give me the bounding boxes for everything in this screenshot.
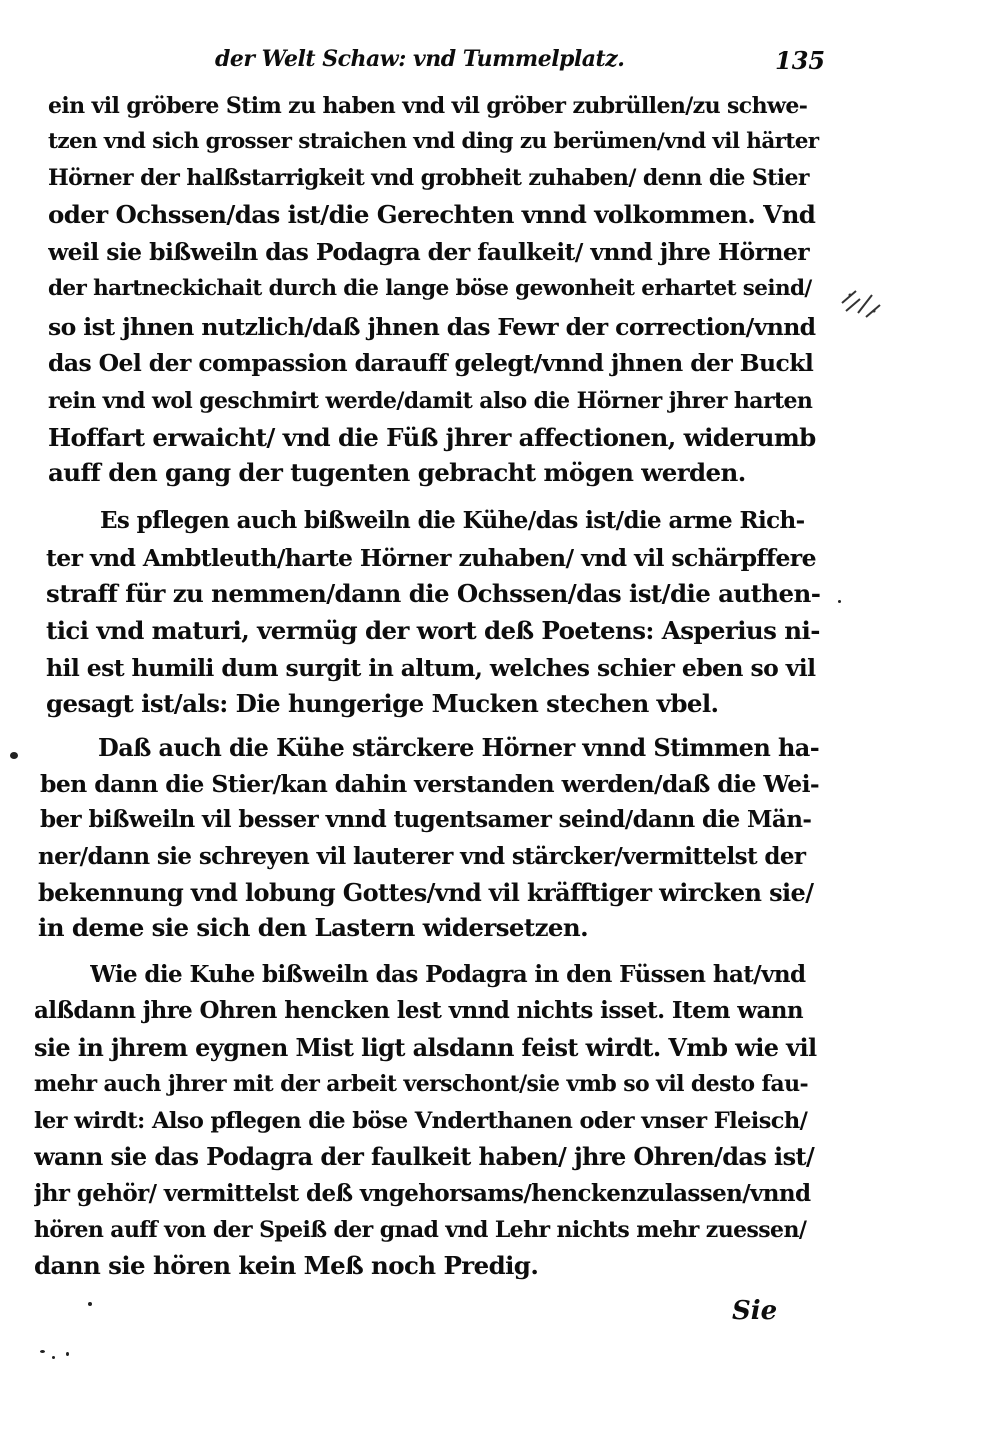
- text-line: gesagt ist/als: Die hungerige Mucken stechen vbel.: [46, 689, 719, 718]
- text-line: auff den gang der tugenten gebracht mögen werden.: [48, 458, 746, 487]
- text-line: tzen vnd sich grosser straichen vnd ding zu berümen/vnd vil härter: [48, 129, 819, 154]
- text-line: der hartneckichait durch die lange böse gewonheit erhartet seind/: [48, 276, 812, 301]
- text-line: straff für zu nemmen/dann die Ochssen/das ist/die authen-: [46, 579, 820, 608]
- page-number: 135: [775, 46, 826, 75]
- text-line: rein vnd wol geschmirt werde/damit also die Hörner jhrer harten: [48, 388, 813, 414]
- text-line: in deme sie sich den Lastern widersetzen.: [38, 913, 589, 942]
- text-line: tici vnd maturi, vermüg der wort deß Poetens: Asperius ni-: [46, 616, 820, 645]
- text-line: so ist jhnen nutzlich/daß jhnen das Fewr der correction/vnnd: [48, 313, 816, 341]
- text-line: ler wirdt: Also pflegen die böse Vnderthanen oder vnser Fleisch/: [34, 1108, 808, 1134]
- ink-speck: [40, 1350, 45, 1353]
- text-line: Daß auch die Kühe stärckere Hörner vnnd Stimmen ha-: [98, 733, 820, 762]
- text-line: hil est humili dum surgit in altum, welches schier eben so vil: [46, 654, 816, 682]
- text-line: ein vil gröbere Stim zu haben vnd vil gröber zubrüllen/zu schwe-: [48, 93, 808, 119]
- text-line: Wie die Kuhe bißweiln das Podagra in den Füssen hat/vnd: [90, 961, 806, 988]
- text-line: oder Ochssen/das ist/die Gerechten vnnd volkommen. Vnd: [48, 200, 816, 229]
- text-line: das Oel der compassion darauff gelegt/vnnd jhnen der Buckl: [48, 349, 814, 377]
- text-line: ner/dann sie schreyen vil lauterer vnd stärcker/vermittelst der: [38, 843, 806, 870]
- text-line: weil sie bißweiln das Podagra der faulkeit/ vnnd jhre Hörner: [48, 238, 809, 266]
- ink-speck: [88, 1302, 92, 1306]
- ornament-mark: [838, 283, 884, 323]
- ink-speck: [10, 752, 18, 759]
- text-line: sie in jhrem eygnen Mist ligt alsdann feist wirdt. Vmb wie vil: [34, 1033, 817, 1062]
- text-line: Hoffart erwaicht/ vnd die Füß jhrer affectionen, widerumb: [48, 423, 816, 452]
- text-line: ben dann die Stier/kan dahin verstanden werden/daß die Wei-: [40, 770, 820, 798]
- text-line: Hörner der halßstarrigkeit vnd grobheit zuhaben/ denn die Stier: [48, 165, 809, 191]
- ink-speck: [52, 1356, 55, 1359]
- ink-speck: [838, 600, 841, 603]
- running-head: der Welt Schaw: vnd Tummelplatz.: [215, 46, 625, 72]
- text-line: mehr auch jhrer mit der arbeit verschont/sie vmb so vil desto fau-: [34, 1071, 809, 1097]
- text-line: Es pflegen auch bißweiln die Kühe/das ist/die arme Rich-: [100, 507, 805, 534]
- text-line: wann sie das Podagra der faulkeit haben/ jhre Ohren/das ist/: [34, 1142, 815, 1171]
- catchword: Sie: [732, 1296, 778, 1326]
- ink-speck: [66, 1352, 69, 1356]
- text-line: ter vnd Ambtleuth/harte Hörner zuhaben/ vnd vil schärpffere: [46, 544, 816, 572]
- text-line: jhr gehör/ vermittelst deß vngehorsams/henckenzulassen/vnnd: [34, 1180, 811, 1207]
- text-line: ber bißweiln vil besser vnnd tugentsamer seind/dann die Män-: [40, 806, 812, 833]
- text-line: dann sie hören kein Meß noch Predig.: [34, 1251, 539, 1280]
- text-line: alßdann jhre Ohren hencken lest vnnd nichts isset. Item wann: [34, 997, 804, 1024]
- text-line: hören auff von der Speiß der gnad vnd Lehr nichts mehr zuessen/: [34, 1217, 807, 1243]
- text-line: bekennung vnd lobung Gottes/vnd vil kräfftiger wircken sie/: [38, 878, 814, 907]
